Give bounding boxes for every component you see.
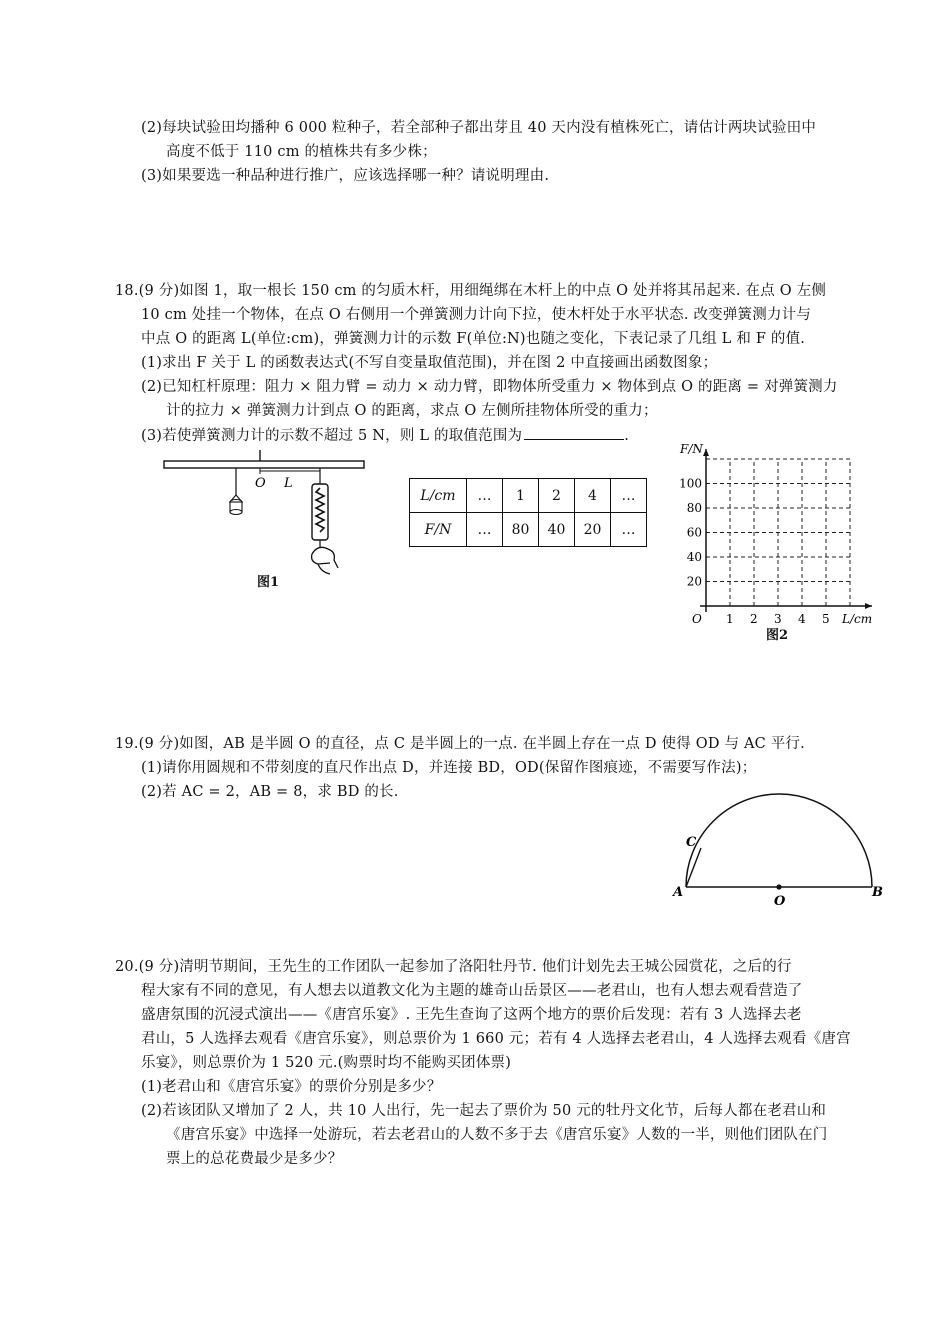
hand-icon xyxy=(312,547,338,574)
tick-labels xyxy=(679,442,872,626)
q20-stem-line1: 20.(9 分)清明节期间，王先生的工作团队一起参加了洛阳牡丹节. 他们计划先去王城公园赏花，之后的行 xyxy=(115,959,792,975)
q17-part3: (3)如果要选一种品种进行推广，应该选择哪一种？请说明理由. xyxy=(141,168,550,184)
q20-part2-line3: 票上的总花费最少是多少？ xyxy=(166,1151,343,1167)
label-B: B xyxy=(872,885,883,900)
table-row-L xyxy=(410,479,647,513)
table-cell: 4 xyxy=(575,479,611,513)
x-tick-label: 2 xyxy=(750,612,758,626)
x-tick-label: 4 xyxy=(798,612,806,626)
q19-part2: (2)若 AC = 2，AB = 8，求 BD 的长. xyxy=(141,784,399,800)
semicircle-arc xyxy=(686,794,872,887)
label-A: A xyxy=(673,885,684,900)
y-axis-label: F/N xyxy=(680,442,703,456)
x-tick-label: 1 xyxy=(726,612,734,626)
x-axis-label: L/cm xyxy=(842,612,873,626)
table-cell: 2 xyxy=(539,479,575,513)
table-cell: … xyxy=(611,479,647,513)
q18-part3-text: (3)若使弹簧测力计的示数不超过 5 N，则 L 的取值范围为 xyxy=(141,428,523,444)
q20-part2-line2: 《唐宫乐宴》中选择一处游玩，若去老君山的人数不多于去《唐宫乐宴》人数的一半，则他们团队在门 xyxy=(166,1127,828,1143)
table-row-F xyxy=(410,513,647,547)
q20-stem-line2: 程大家有不同的意见，有人想去以道教文化为主题的雄奇山岳景区——老君山，也有人想去观看营造了 xyxy=(141,983,803,999)
axes xyxy=(700,449,872,612)
y-tick-label: 100 xyxy=(679,476,702,491)
y-axis-arrow xyxy=(703,449,709,456)
y-tick-label: 20 xyxy=(686,574,702,589)
q20-stem-line3: 盛唐氛围的沉浸式演出——《唐宫乐宴》. 王先生查询了这两个地方的票价后发现：若有 3 人选择去老 xyxy=(141,1007,802,1023)
table-cell: 80 xyxy=(503,513,539,547)
center-point-O xyxy=(776,884,781,889)
y-tick-label: 60 xyxy=(686,525,702,540)
y-tick-label: 40 xyxy=(686,550,702,564)
table-cell: 20 xyxy=(575,513,611,547)
q20-part1: (1)老君山和《唐宫乐宴》的票价分别是多少？ xyxy=(141,1079,442,1095)
table-cell: 40 xyxy=(539,513,575,547)
figure-1-caption: 图1 xyxy=(257,575,280,590)
q18-part3-period: . xyxy=(624,428,630,444)
table-cell: 1 xyxy=(503,479,539,513)
x-axis-arrow xyxy=(865,603,872,609)
q19-part1: (1)请你用圆规和不带刻度的直尺作出点 D，并连接 BD，OD(保留作图痕迹，不需要写作法)； xyxy=(141,760,757,776)
y-tick-label: 80 xyxy=(686,501,702,515)
x-tick-label: 5 xyxy=(822,612,830,626)
q18-part1: (1)求出 F 关于 L 的函数表达式(不写自变量取值范围)，并在图 2 中直接画出函数图象； xyxy=(141,355,718,371)
table-cell: … xyxy=(611,513,647,547)
wooden-rod xyxy=(164,461,364,468)
L-F-table xyxy=(409,478,647,547)
table-cell: … xyxy=(467,479,503,513)
q17-part2-line2: 高度不低于 110 cm 的植株共有多少株； xyxy=(166,144,437,160)
table-cell: F/N xyxy=(410,513,467,547)
table-cell: … xyxy=(467,513,503,547)
label-O: O xyxy=(255,476,266,491)
q18-stem-line2: 10 cm 处挂一个物体，在点 O 右侧用一个弹簧测力计向下拉，使木杆处于水平状态. 改变弹簧测力计与 xyxy=(141,307,812,323)
x-tick-label: 3 xyxy=(774,612,782,626)
label-O: O xyxy=(774,894,786,909)
q18-part2-line2: 计的拉力 × 弹簧测力计到点 O 的距离，求点 O 左侧所挂物体所受的重力； xyxy=(166,403,658,419)
figure-1-lever xyxy=(160,450,370,580)
label-C: C xyxy=(686,835,697,850)
table-cell: L/cm xyxy=(410,479,467,513)
q20-stem-line5: 乐宴》，则总票价为 1 520 元.(购票时均不能购买团体票) xyxy=(141,1055,512,1071)
q19-stem: 19.(9 分)如图，AB 是半圆 O 的直径，点 C 是半圆上的一点. 在半圆上存在一点 D 使得 OD 与 AC 平行. xyxy=(115,736,805,752)
q17-part2-line1: (2)每块试验田均播种 6 000 粒种子，若全部种子都出芽且 40 天内没有植株死亡，请估计两块试验田中 xyxy=(141,120,817,136)
q20-stem-line4: 君山，5 人选择去观看《唐宫乐宴》，则总票价为 1 660 元；若有 4 人选择去老君山，4 人选择去观看《唐宫 xyxy=(141,1031,851,1047)
label-L: L xyxy=(284,476,293,491)
q18-part3 xyxy=(141,425,629,446)
answer-blank[interactable] xyxy=(524,425,624,440)
q18-stem-line1: 18.(9 分)如图 1，取一根长 150 cm 的匀质木杆，用细绳绑在木杆上的中点 O 处并将其吊起来. 在点 O 左侧 xyxy=(115,283,827,299)
figure-2-grid-chart xyxy=(670,438,885,628)
q20-part2-line1: (2)若该团队又增加了 2 人，共 10 人出行，先一起去了票价为 50 元的牡丹文化节，后每人都在老君山和 xyxy=(141,1103,827,1119)
figure-2-caption: 图2 xyxy=(766,628,789,643)
semicircle-figure xyxy=(668,780,888,910)
grid-lines xyxy=(706,459,850,606)
origin-label: O xyxy=(692,612,702,626)
q18-stem-line3: 中点 O 的距离 L(单位:cm)，弹簧测力计的示数 F(单位:N)也随之变化，下表记录了几组 L 和 F 的值. xyxy=(141,331,806,347)
q18-part2-line1: (2)已知杠杆原理：阻力 × 阻力臂 = 动力 × 动力臂，即物体所受重力 × 物体到点 O 的距离 = 对弹簧测力 xyxy=(141,379,838,395)
